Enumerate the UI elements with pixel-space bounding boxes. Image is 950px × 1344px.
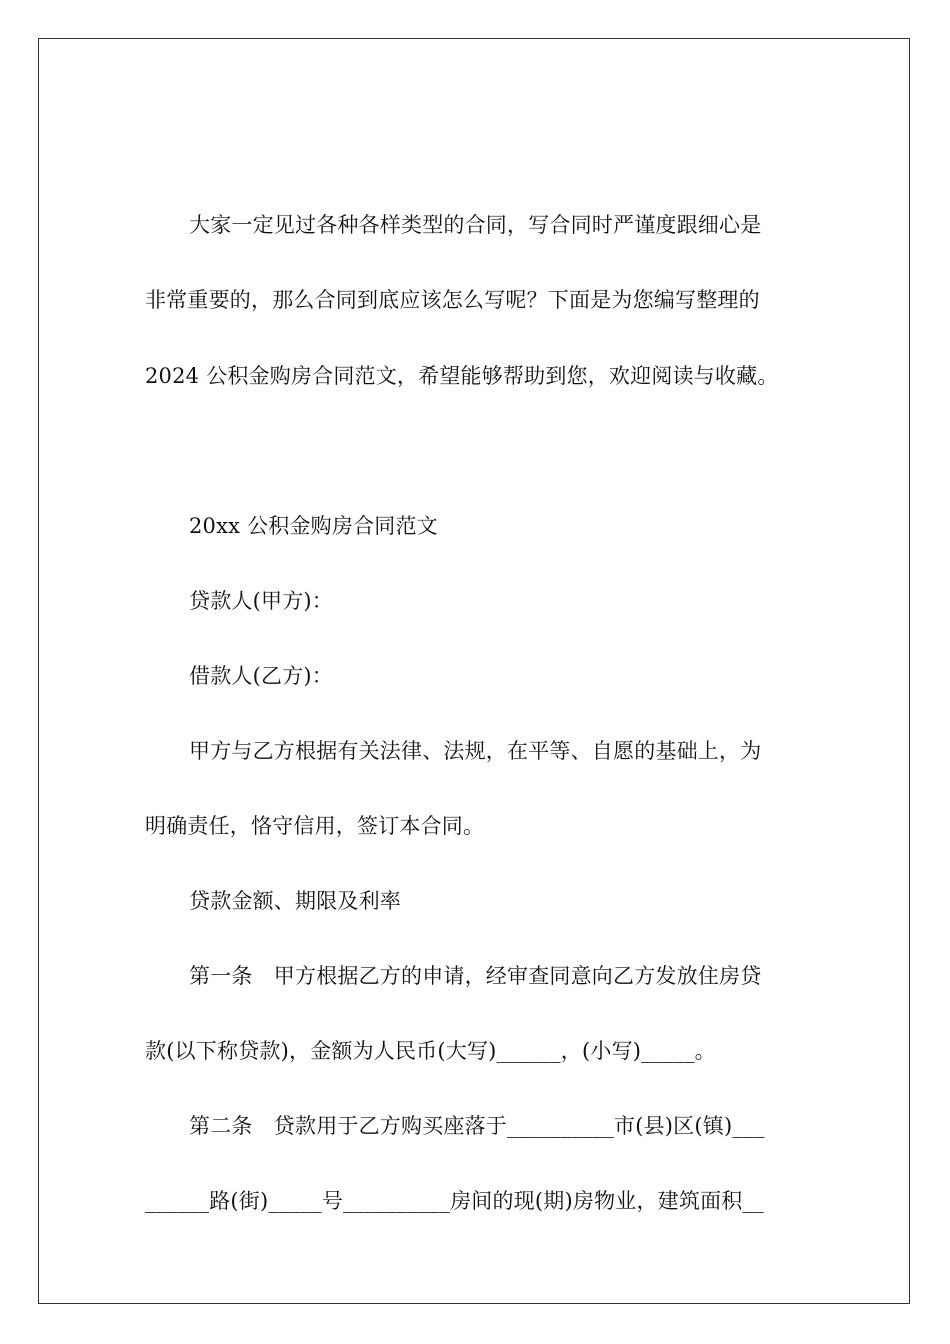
intro-line-2: 非常重要的，那么合同到底应该怎么写呢？下面是为您编写整理的: [145, 288, 760, 312]
article1-line-1: 第一条 甲方根据乙方的申请，经审查同意向乙方发放住房贷: [189, 964, 762, 988]
contract-title: 20xx 公积金购房合同范文: [189, 514, 438, 538]
preamble-line-1: 甲方与乙方根据有关法律、法规，在平等、自愿的基础上，为: [189, 739, 762, 763]
borrower-line: 借款人(乙方)：: [189, 664, 333, 688]
intro-line-1: 大家一定见过各种各样类型的合同，写合同时严谨度跟细心是: [189, 213, 762, 237]
preamble-line-2: 明确责任，恪守信用，签订本合同。: [145, 814, 485, 838]
lender-line: 贷款人(甲方)：: [189, 589, 333, 613]
article1-line-2: 款(以下称贷款)，金额为人民币(大写)______，(小写)_____。: [145, 1039, 716, 1063]
article2-line-1: 第二条 贷款用于乙方购买座落于__________市(县)区(镇)___: [189, 1114, 765, 1138]
intro-line-3: 2024 公积金购房合同范文，希望能够帮助到您，欢迎阅读与收藏。: [145, 364, 779, 388]
section-heading: 贷款金额、期限及利率: [189, 889, 401, 913]
article2-line-2: ______路(街)_____号__________房间的现(期)房物业，建筑面积__: [145, 1189, 764, 1213]
